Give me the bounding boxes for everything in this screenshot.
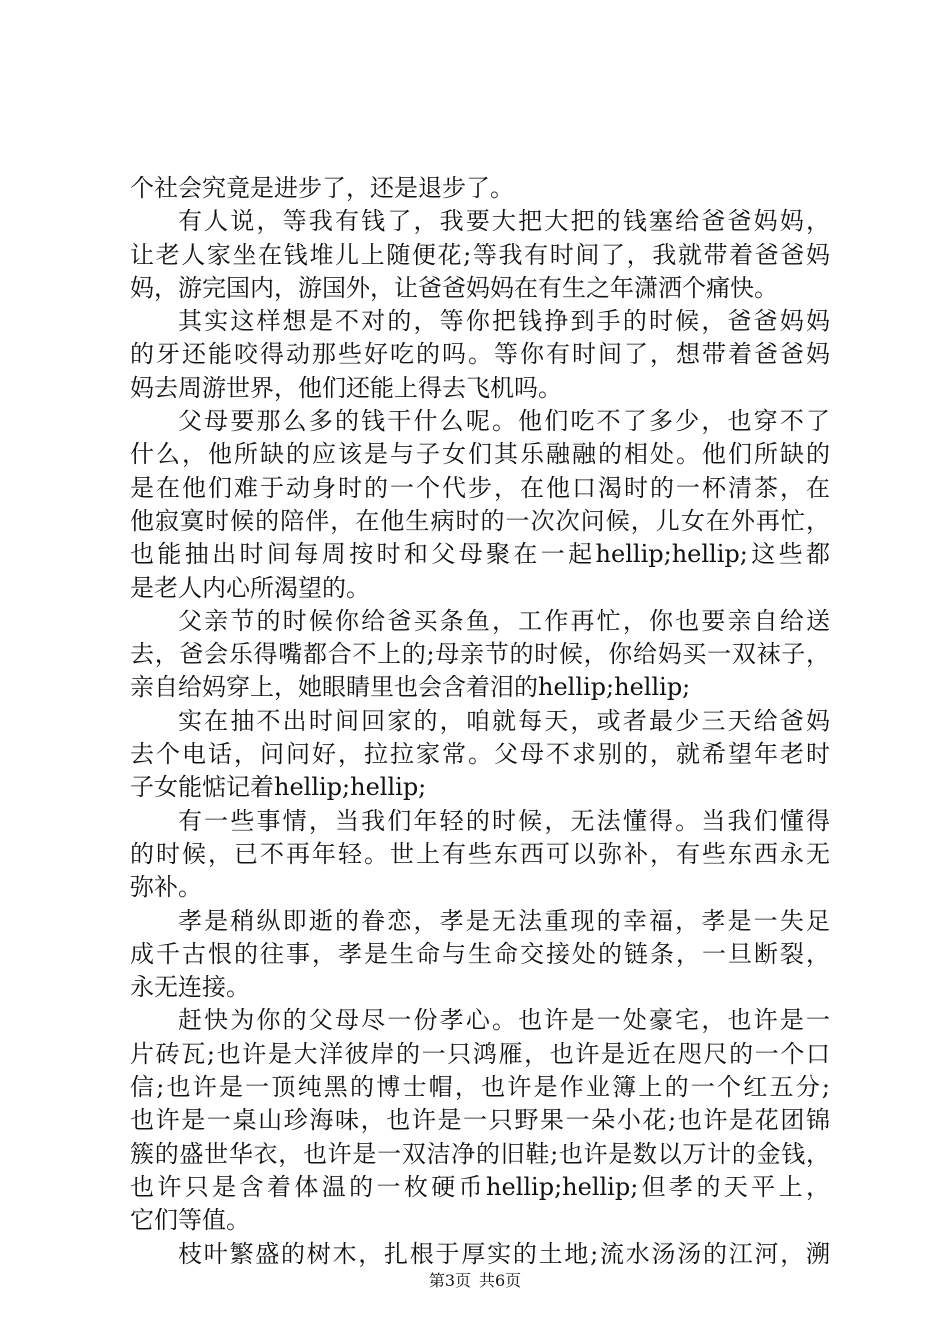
text-line: 也能抽出时间每周按时和父母聚在一起hellip;hellip;这些都: [130, 540, 830, 569]
paragraph: [130, 705, 830, 805]
paragraph: [130, 405, 830, 605]
page-number: 第3页: [428, 1271, 471, 1290]
text-line: 赶快为你的父母尽一份孝心。也许是一处豪宅，也许是一: [178, 1006, 830, 1035]
paragraph: [130, 172, 830, 205]
text-line: 的牙还能咬得动那些好吃的吗。等你有时间了，想带着爸爸妈: [130, 340, 830, 369]
paragraph: [130, 205, 830, 305]
paragraph: [130, 905, 830, 1005]
text-line: 妈，游完国内，游国外，让爸爸妈妈在有生之年潇洒个痛快。: [130, 273, 778, 302]
text-line: 簇的盛世华衣，也许是一双洁净的旧鞋;也许是数以万计的金钱，: [130, 1139, 830, 1168]
text-line: 也许只是含着体温的一枚硬币hellip;hellip;但孝的天平上，: [130, 1172, 830, 1201]
text-line: 实在抽不出时间回家的，咱就每天，或者最少三天给爸妈: [178, 706, 830, 735]
text-line: 个社会究竟是进步了，还是退步了。: [130, 174, 514, 202]
paragraph: [130, 1004, 830, 1237]
text-line: 妈去周游世界，他们还能上得去飞机吗。: [130, 373, 562, 402]
text-line: 亲自给妈穿上，她眼睛里也会含着泪的hellip;hellip;: [130, 673, 691, 702]
text-line: 去，爸会乐得嘴都合不上的;母亲节的时候，你给妈买一双袜子，: [130, 640, 830, 669]
text-line: 也许是一桌山珍海味，也许是一只野果一朵小花;也许是花团锦: [130, 1106, 830, 1135]
text-line: 让老人家坐在钱堆儿上随便花;等我有时间了，我就带着爸爸妈: [130, 240, 830, 269]
text-line: 片砖瓦;也许是大洋彼岸的一只鸿雁，也许是近在咫尺的一个口: [130, 1039, 830, 1068]
paragraph: [130, 605, 830, 705]
text-line: 有人说，等我有钱了，我要大把大把的钱塞给爸爸妈妈，: [178, 207, 830, 236]
page-total: 共6页: [479, 1271, 522, 1290]
text-line: 是老人内心所渴望的。: [130, 573, 370, 602]
text-line: 有一些事情，当我们年轻的时候，无法懂得。当我们懂得: [178, 806, 830, 835]
text-line: 永无连接。: [130, 973, 250, 1002]
text-line: 去个电话，问问好，拉拉家常。父母不求别的，就希望年老时: [130, 740, 830, 769]
text-line: 父母要那么多的钱干什么呢。他们吃不了多少，也穿不了: [178, 407, 830, 436]
text-line: 子女能惦记着hellip;hellip;: [130, 773, 427, 802]
text-line: 父亲节的时候你给爸买条鱼，工作再忙，你也要亲自给送: [178, 606, 830, 635]
text-line: 其实这样想是不对的，等你把钱挣到手的时候，爸爸妈妈: [178, 307, 830, 336]
paragraph: [130, 305, 830, 405]
page-footer: [0, 1271, 950, 1291]
text-line: 信;也许是一顶纯黑的博士帽，也许是作业簿上的一个红五分;: [130, 1073, 830, 1102]
text-line: 弥补。: [130, 873, 202, 902]
paragraph: [130, 1238, 830, 1271]
text-line: 它们等值。: [130, 1206, 250, 1235]
text-line: 枝叶繁盛的树木，扎根于厚实的土地;流水汤汤的江河，溯: [178, 1239, 830, 1268]
document-body: [130, 172, 830, 1271]
text-line: 是在他们难于动身时的一个代步，在他口渴时的一杯清茶，在: [130, 473, 830, 502]
text-line: 什么，他所缺的应该是与子女们其乐融融的相处。他们所缺的: [130, 440, 830, 469]
text-line: 成千古恨的往事，孝是生命与生命交接处的链条，一旦断裂，: [130, 939, 830, 968]
paragraph: [130, 805, 830, 905]
text-line: 孝是稍纵即逝的眷恋，孝是无法重现的幸福，孝是一失足: [178, 906, 830, 935]
text-line: 他寂寞时候的陪伴，在他生病时的一次次问候，儿女在外再忙，: [130, 506, 830, 535]
text-line: 的时候，已不再年轻。世上有些东西可以弥补，有些东西永无: [130, 839, 830, 868]
